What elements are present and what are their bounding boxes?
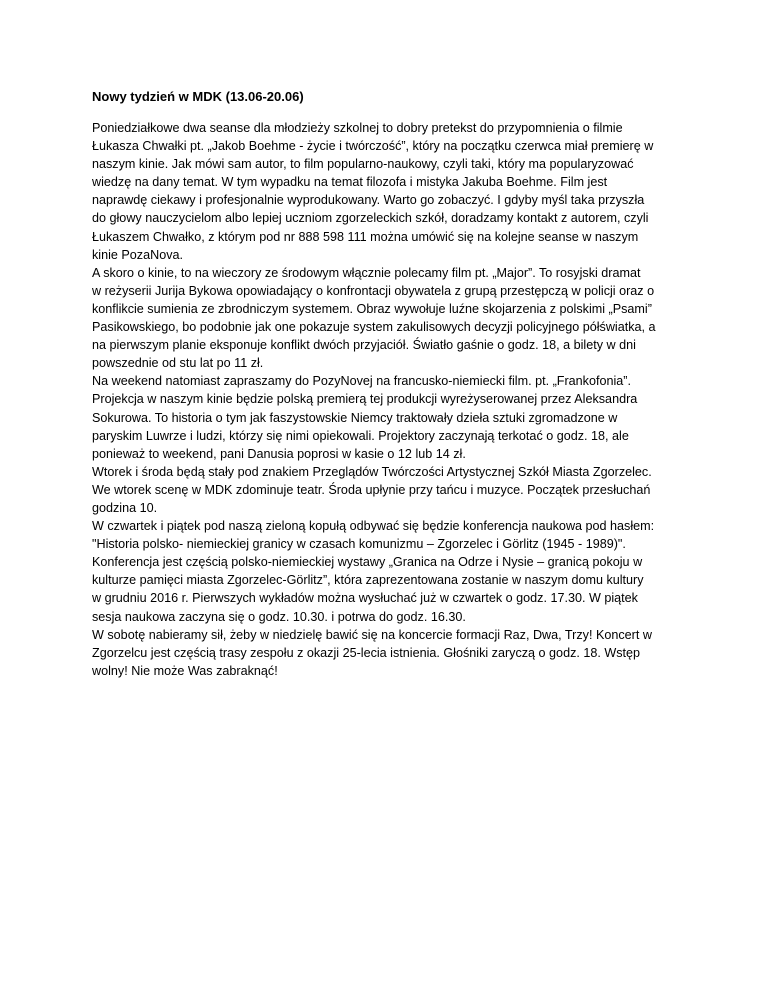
text-line: Konferencja jest częścią polsko-niemieckiej wystawy „Granica na Odrze i Nysie – granicą pokoju w <box>92 555 643 570</box>
text-line: W sobotę nabieramy sił, żeby w niedzielę bawić się na koncercie formacji Raz, Dwa, Trzy! Koncert w <box>92 627 652 642</box>
text-line: kulturze pamięci miasta Zgorzelec-Görlitz”, która zaprezentowana zostanie w naszym domu kultury <box>92 573 644 588</box>
text-line: Pasikowskiego, bo podobnie jak one pokazuje system zakulisowych decyzji policyjnego półświatka, a <box>92 320 656 335</box>
text-line: W czwartek i piątek pod naszą zieloną kopułą odbywać się będzie konferencja naukowa pod hasłem: <box>92 519 655 534</box>
text-line: ponieważ to weekend, pani Danusia poprosi w kasie o 12 lub 14 zł. <box>92 446 466 461</box>
text-line: Wtorek i środa będą stały pod znakiem Przeglądów Twórczości Artystycznej Szkół Miasta Zgorzelec. <box>92 464 652 479</box>
text-line: do głowy nauczycielom albo lepiej uczniom zgorzeleckich szkół, doradzamy kontakt z autorem, czyli <box>92 211 649 226</box>
text-line: Poniedziałkowe dwa seanse dla młodzieży szkolnej to dobry pretekst do przypomnienia o filmie <box>92 121 623 135</box>
text-line: naprawdę ciekawy i profesjonalnie wyprodukowany. Warto go zobaczyć. I gdyby myśl taka przyszła <box>92 193 645 208</box>
text-line: Łukasza Chwałki pt. „Jakob Boehme - życie i twórczość”, który na początku czerwca miał premierę w <box>92 139 654 154</box>
text-line: godzina 10. <box>92 500 158 515</box>
text-line: paryskim Luwrze i ludzi, którzy się nimi opiekowali. Projektory zaczynają terkotać o godz. 18, ale <box>92 428 629 443</box>
text-line: wolny! Nie może Was zabraknąć! <box>92 663 278 678</box>
text-line: wiedzę na dany temat. W tym wypadku na temat filozofa i mistyka Jakuba Boehme. Film jest <box>92 175 608 190</box>
text-line: Sokurowa. To historia o tym jak faszystowskie Niemcy traktowały dzieła sztuki zgromadzone w <box>92 410 618 425</box>
text-line: Zgorzelcu jest częścią trasy zespołu z okazji 25-lecia istnienia. Głośniki zaryczą o godz. 18. Wstęp <box>92 645 641 660</box>
text-line: Projekcja w naszym kinie będzie polską premierą tej produkcji wyreżyserowanej przez Aleksandra <box>92 392 638 407</box>
text-line: We wtorek scenę w MDK zdominuje teatr. Środa upłynie przy tańcu i muzyce. Początek przesłuchań <box>92 482 651 497</box>
text-line: Na weekend natomiast zapraszamy do PozyNovej na francusko-niemiecki film. pt. „Frankofonia”. <box>92 374 631 389</box>
document-page <box>92 88 692 680</box>
text-line: konflikcie sumienia ze zbrodniczym systemem. Obraz wywołuje luźne skojarzenia z polskimi „Psami” <box>92 301 652 316</box>
text-line: naszym kinie. Jak mówi sam autor, to film popularno-naukowy, czyli taki, który ma popularyzować <box>92 157 634 172</box>
text-line: sesja naukowa zaczyna się o godz. 10.30. i potrwa do godz. 16.30. <box>92 609 466 624</box>
text-line: w reżyserii Jurija Bykowa opowiadający o konfrontacji obywatela z grupą przestępczą w policji oraz o <box>92 283 655 298</box>
text-line: w grudniu 2016 r. Pierwszych wykładów można wysłuchać już w czwartek o godz. 17.30. W piątek <box>92 591 638 606</box>
text-line: "Historia polsko- niemieckiej granicy w czasach komunizmu – Zgorzelec i Görlitz (1945 - 1989)". <box>92 537 626 552</box>
text-line: na pierwszym planie eksponuje konflikt dwóch przyjaciół. Światło gaśnie o godz. 18, a bilety w dni <box>92 338 636 353</box>
text-line: A skoro o kinie, to na wieczory ze środowym włącznie polecamy film pt. „Major”. To rosyjski dramat <box>92 265 641 280</box>
document-title: Nowy tydzień w MDK (13.06-20.06) <box>92 89 304 104</box>
document-body <box>92 119 692 680</box>
text-line: Łukaszem Chwałko, z którym pod nr 888 598 111 można umówić się na kolejne seanse w naszym <box>92 229 639 244</box>
text-line: powszednie od stu lat po 11 zł. <box>92 356 264 371</box>
text-line: kinie PozaNova. <box>92 247 184 262</box>
